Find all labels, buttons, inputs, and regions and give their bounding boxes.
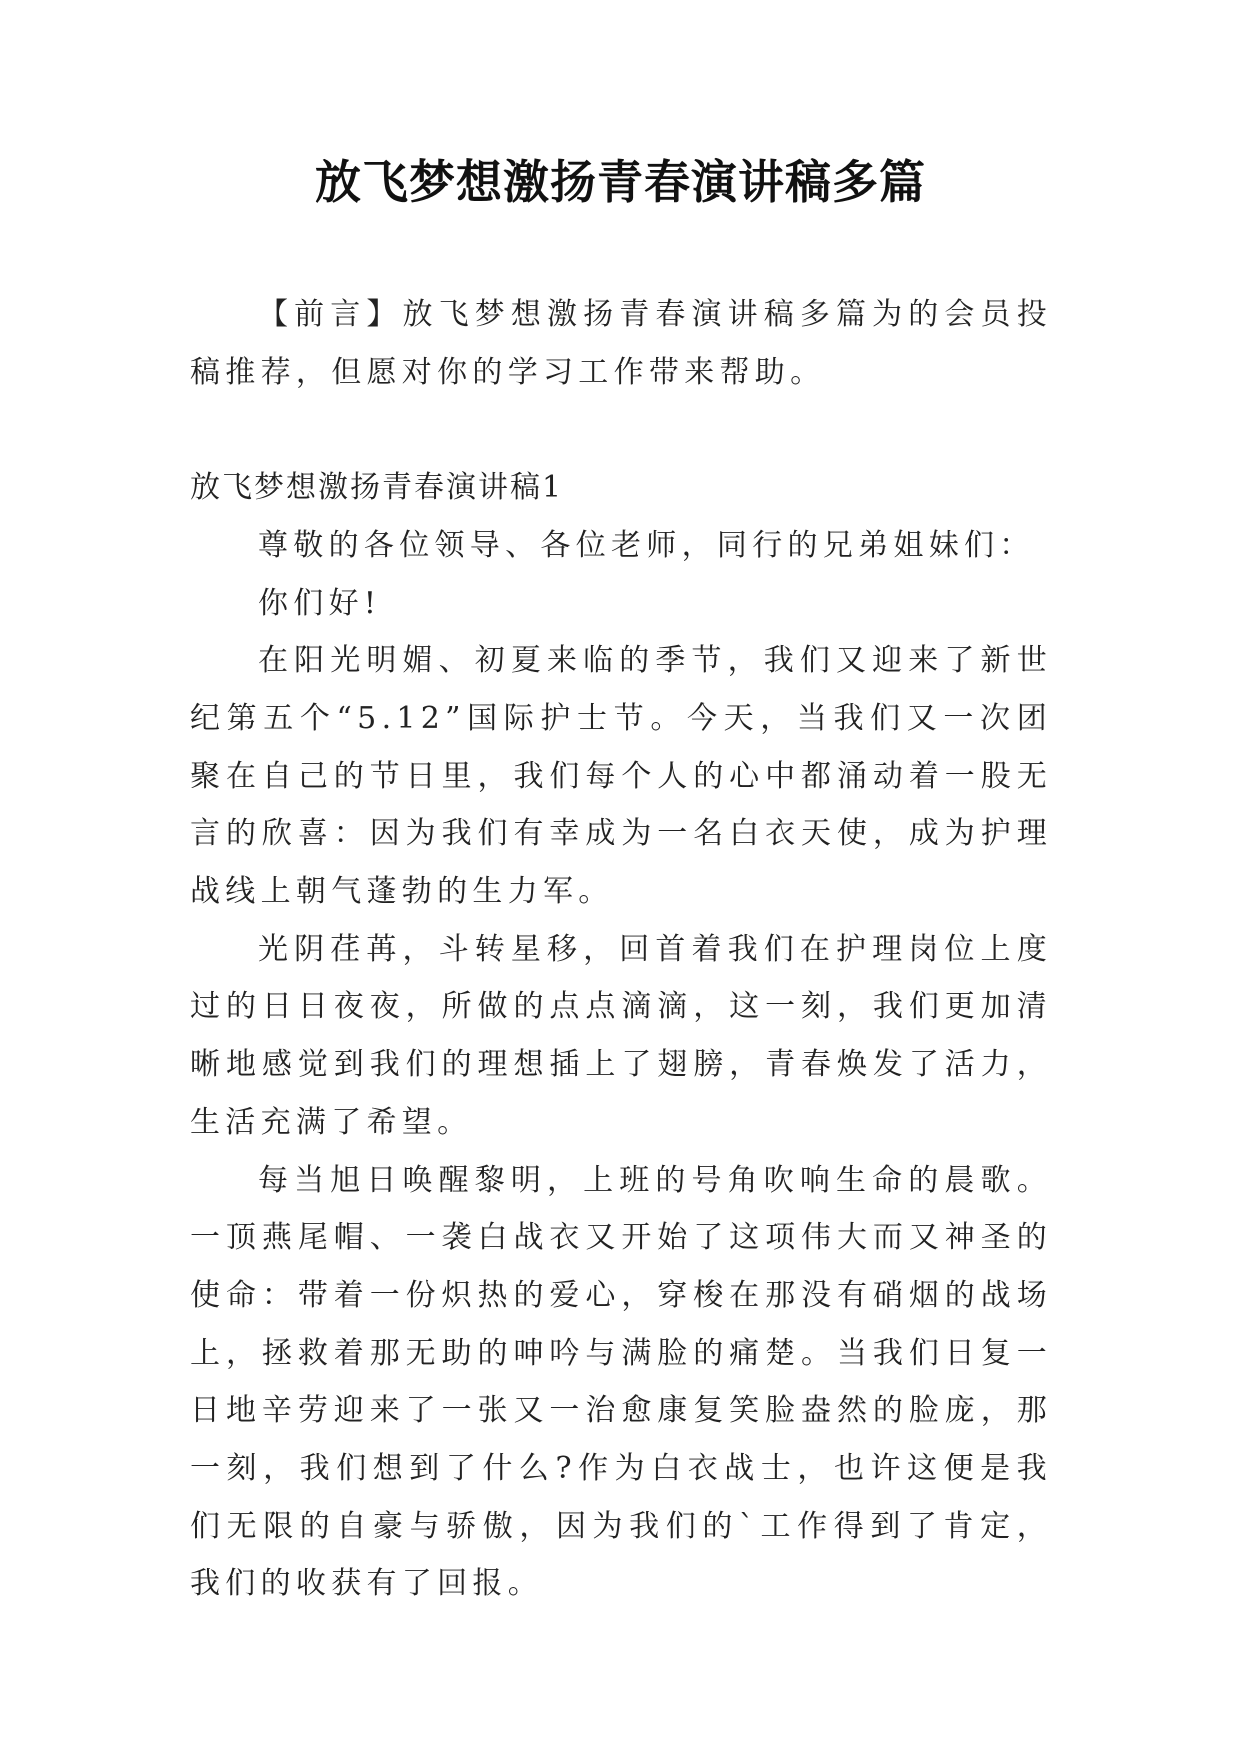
body-paragraph-2: 光阴荏苒，斗转星移，回首着我们在护理岗位上度过的日日夜夜，所做的点点滴滴，这一刻，我们更加清晰地感觉到我们的理想插上了翅膀，青春焕发了活力，生活充满了希望。 bbox=[190, 931, 1052, 1140]
greeting-paragraph: 你们好! bbox=[258, 585, 382, 621]
body-paragraph-3: 每当旭日唤醒黎明，上班的号角吹响生命的晨歌。一顶燕尾帽、一袭白战衣又开始了这项伟大而又神圣的使命：带着一份炽热的爱心，穿梭在那没有硝烟的战场上，拯救着那无助的呻吟与满脸的痛楚。当我们日复一日地辛劳迎来了一张又一治愈康复笑脸盎然的脸庞，那一刻，我们想到了什么?作为白衣战士，也许这便是我们无限的自豪与骄傲，因为我们的`工作得到了肯定，我们的收获有了回报。 bbox=[190, 1162, 1052, 1602]
document-title: 放飞梦想激扬青春演讲稿多篇 bbox=[315, 155, 926, 209]
section-heading: 放飞梦想激扬青春演讲稿1 bbox=[190, 470, 564, 506]
document-body bbox=[190, 286, 1052, 1613]
body-paragraph-1: 在阳光明媚、初夏来临的季节，我们又迎来了新世纪第五个“5.12”国际护士节。今天，当我们又一次团聚在自己的节日里，我们每个人的心中都涌动着一股无言的欣喜：因为我们有幸成为一名白衣天使，成为护理战线上朝气蓬勃的生力军。 bbox=[190, 643, 1052, 910]
preface-paragraph: 【前言】放飞梦想激扬青春演讲稿多篇为的会员投稿推荐，但愿对你的学习工作带来帮助。 bbox=[190, 297, 1052, 390]
salutation-paragraph: 尊敬的各位领导、各位老师，同行的兄弟姐妹们： bbox=[258, 527, 1035, 563]
